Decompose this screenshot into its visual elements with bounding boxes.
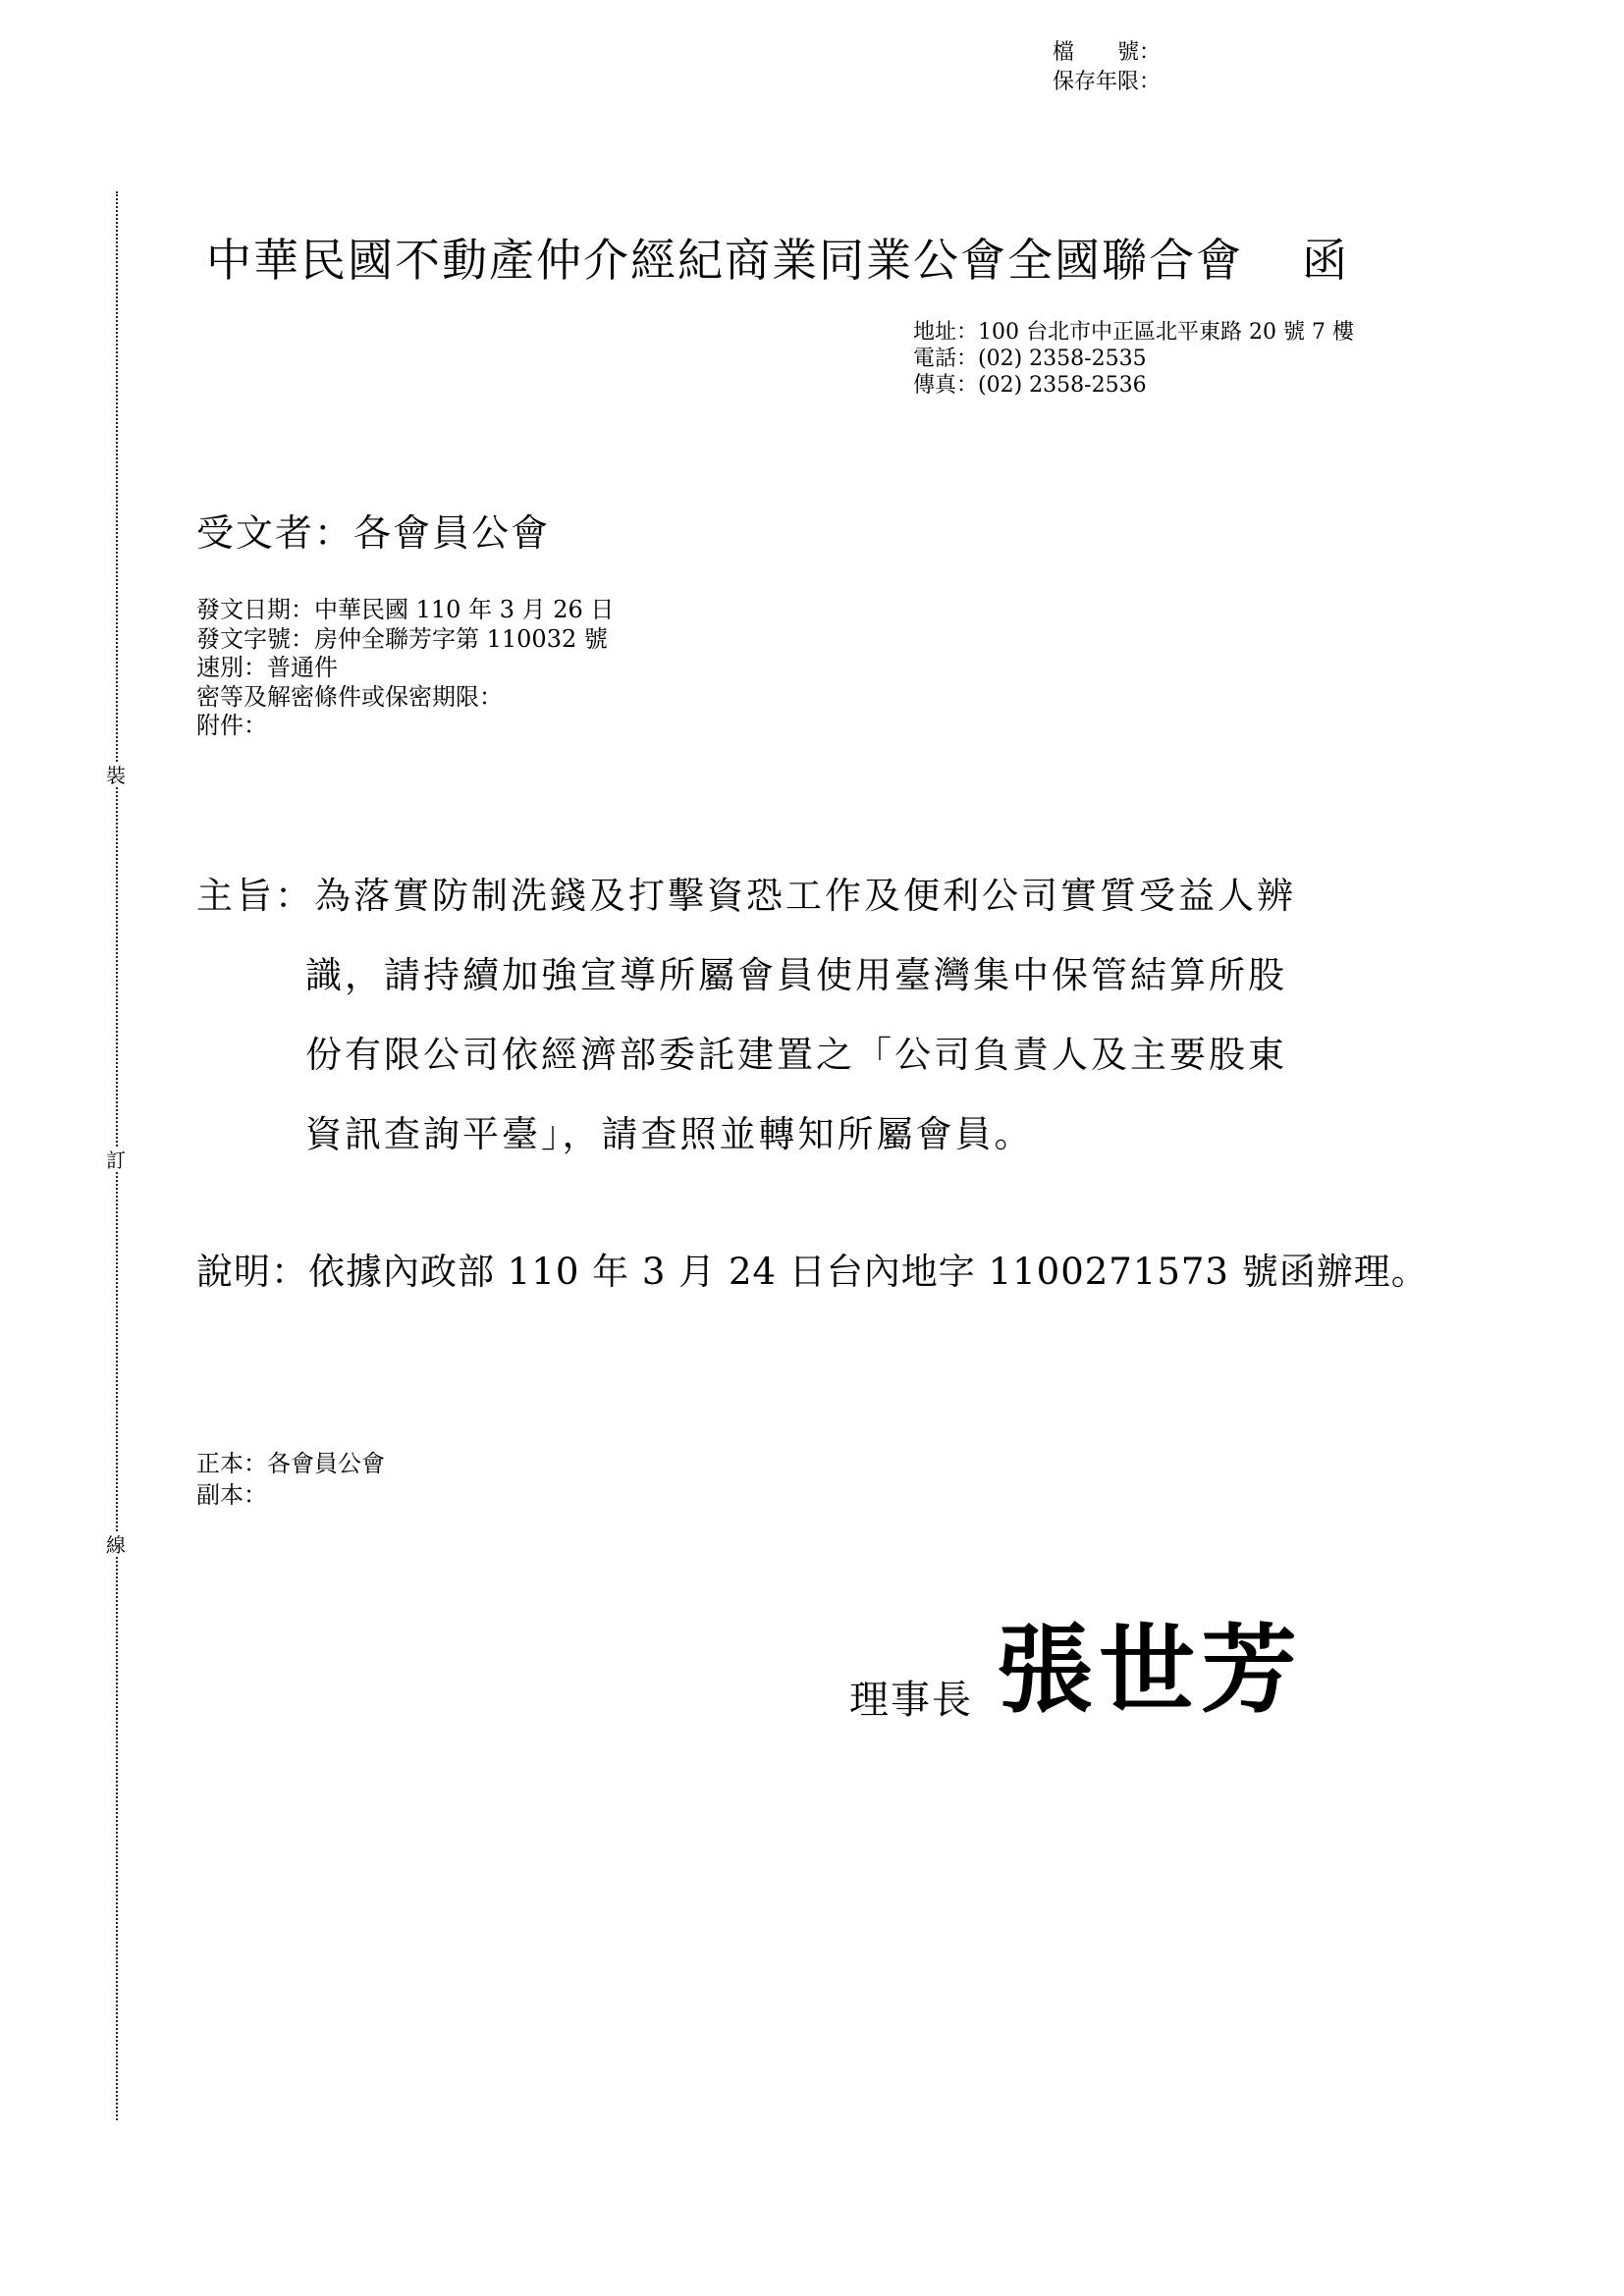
retention-period — [1053, 69, 1161, 96]
subject-line: 識，請持續加強宣導所屬會員使用臺灣集中保管結算所股 — [305, 954, 1287, 996]
attachments: 附件： — [196, 712, 267, 739]
organization-name: 中華民國不動產仲介經紀商業同業公會全國聯合會 — [206, 234, 1243, 287]
address: 地址：100 台北市中正區北平東路 20 號 7 樓 — [913, 320, 1354, 345]
subject-line: 份有限公司依經濟部委託建置之「公司負責人及主要股東 — [305, 1034, 1287, 1076]
explanation-text: 依據內政部 110 年 3 月 24 日台內地字 1100271573 號函辦理。 — [308, 1251, 1429, 1293]
document-type: 函 — [1302, 234, 1349, 287]
file-number-label: 檔 號： — [1053, 40, 1162, 65]
binding-mark-ding: 訂 — [102, 1148, 130, 1172]
contact-block — [913, 319, 1354, 399]
original-recipients: 正本：各會員公會 — [196, 1450, 385, 1477]
document-header — [206, 233, 1349, 288]
retention-label: 保存年限： — [1053, 70, 1162, 94]
issue-date: 發文日期：中華民國 110 年 3 月 26 日 — [196, 596, 615, 623]
signatory-name: 張世芳 — [997, 1614, 1304, 1727]
file-number — [1053, 39, 1161, 67]
subject-first-line — [196, 856, 1296, 935]
subject-line: 為落實防制洗錢及打擊資恐工作及便利公司實質受益人辨 — [314, 875, 1296, 917]
explanation-label: 說明： — [196, 1251, 308, 1293]
binding-mark-xian: 線 — [102, 1533, 130, 1557]
confidentiality: 密等及解密條件或保密期限： — [196, 682, 503, 711]
subject-label: 主旨： — [196, 875, 314, 917]
distribution — [196, 1448, 385, 1511]
signature-block — [849, 1614, 1304, 1727]
document-meta — [196, 596, 614, 741]
document-number: 發文字號：房仲全聯芳字第 110032 號 — [196, 624, 608, 653]
subject-section — [196, 856, 1296, 1174]
phone: 電話：(02) 2358-2535 — [913, 347, 1147, 371]
binding-mark-zhuang: 裝 — [102, 764, 130, 787]
copy-recipients: 副本： — [196, 1481, 267, 1509]
subject-line: 資訊查詢平臺」，請查照並轉知所屬會員。 — [305, 1113, 1034, 1155]
explanation-section — [196, 1250, 1429, 1295]
urgency: 速別：普通件 — [196, 654, 338, 681]
recipient: 受文者：各會員公會 — [196, 511, 551, 555]
fax: 傳真：(02) 2358-2536 — [913, 373, 1147, 398]
signatory-title: 理事長 — [849, 1678, 973, 1723]
